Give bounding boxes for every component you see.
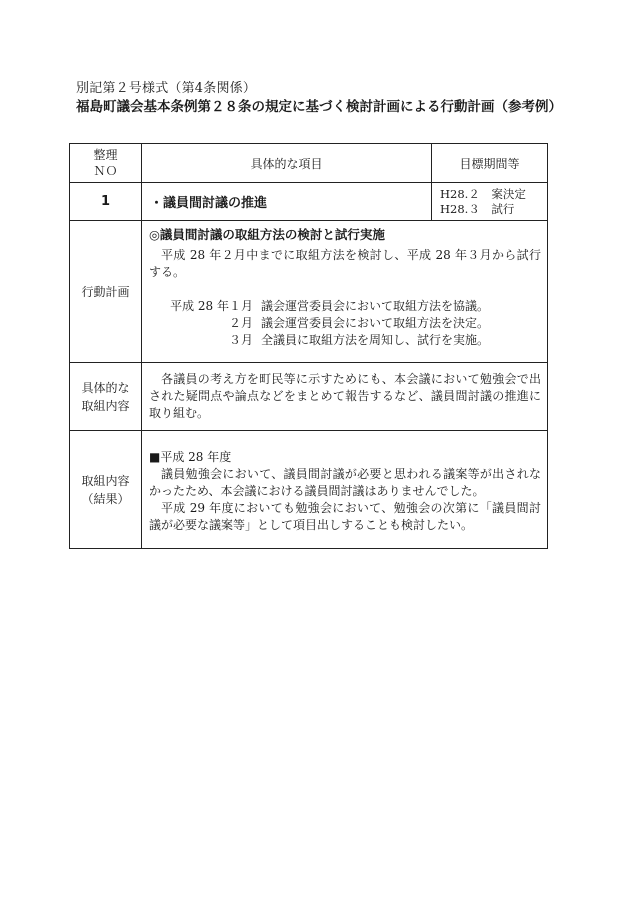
schedule-month: ２月	[228, 316, 253, 330]
schedule-month: 平成 28 年１月	[170, 299, 253, 313]
schedule-row	[149, 298, 541, 315]
action-plan-heading: ◎議員間討議の取組方法の検討と試行実施	[149, 227, 385, 242]
item-name: ・議員間討議の推進	[142, 183, 432, 221]
details-label-line2: 取組内容	[81, 398, 130, 413]
table-header-row	[70, 144, 548, 183]
schedule-text: 議会運営委員会において取組方法を決定。	[261, 316, 490, 330]
action-plan-content	[142, 221, 548, 363]
item-number: 1	[70, 183, 142, 221]
header-period: 目標期間等	[432, 144, 548, 183]
action-plan-paragraph: 平成 28 年２月中までに取組方法を検討し、平成 28 年３月から試行する。	[149, 248, 541, 279]
details-content	[142, 363, 548, 431]
action-plan-label: 行動計画	[70, 221, 142, 363]
item-row	[70, 183, 548, 221]
header-number-line1: 整理	[93, 148, 118, 162]
schedule-row	[149, 315, 541, 332]
details-row	[70, 363, 548, 431]
header-item: 具体的な項目	[142, 144, 432, 183]
result-row	[70, 431, 548, 549]
period-line2: H28.３ 試行	[440, 201, 515, 216]
schedule-month: ３月	[228, 333, 253, 347]
result-heading: ■平成 28 年度	[149, 450, 232, 464]
details-label	[70, 363, 142, 431]
details-label-line1: 具体的な	[81, 380, 130, 395]
schedule-text: 議会運営委員会において取組方法を協議。	[261, 299, 490, 313]
result-content	[142, 431, 548, 549]
item-period	[432, 183, 548, 221]
header-number-line2: ＮＯ	[93, 164, 118, 178]
result-paragraph-2: 平成 29 年度においても勉強会において、勉強会の次第に「議員間討議が必要な議案等」として項目出しすることも検討したい。	[149, 501, 541, 532]
document-title: 福島町議会基本条例第２８条の規定に基づく検討計画による行動計画（参考例）	[76, 99, 562, 115]
details-text: 各議員の考え方を町民等に示すためにも、本会議において勉強会で出された疑問点や論点などをまとめて報告するなど、議員間討議の推進に取り組む。	[149, 372, 541, 420]
result-label-line1: 取組内容	[81, 473, 130, 488]
form-caption: 別記第２号様式（第4条関係）	[76, 81, 257, 96]
schedule-text: 全議員に取組方法を周知し、試行を実施。	[261, 333, 490, 347]
result-label	[70, 431, 142, 549]
header-number	[70, 144, 142, 183]
period-line1: H28.２ 案決定	[440, 186, 526, 201]
result-paragraph-1: 議員勉強会において、議員間討議が必要と思われる議案等が出されなかったため、本会議における議員間討議はありませんでした。	[149, 467, 541, 498]
schedule-row	[149, 332, 541, 349]
action-plan-row	[70, 221, 548, 363]
result-label-line2: （結果）	[81, 491, 130, 506]
action-plan-table	[69, 143, 548, 549]
schedule-list	[149, 298, 541, 349]
